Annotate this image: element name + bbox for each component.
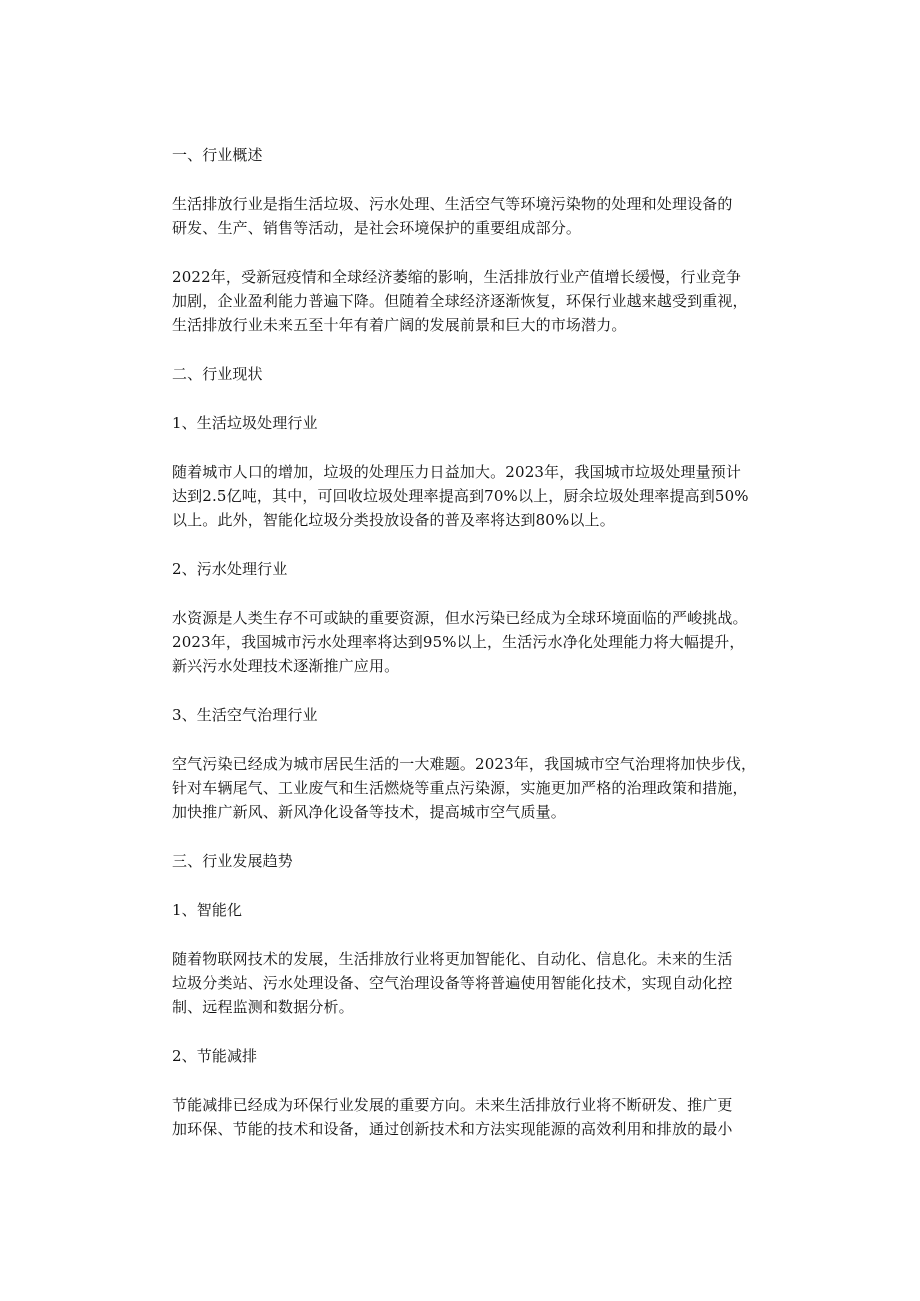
paragraph-line: 随着物联网技术的发展，生活排放行业将更加智能化、自动化、信息化。未来的生活: [172, 950, 733, 968]
paragraph-line: 空气污染已经成为城市居民生活的一大难题。2023年，我国城市空气治理将加快步伐，: [172, 755, 757, 773]
paragraph-line: 加快推广新风、新风净化设备等技术，提高城市空气质量。: [172, 803, 566, 821]
paragraph-line: 制、远程监测和数据分析。: [172, 998, 354, 1016]
paragraph-line: 2023年，我国城市污水处理率将达到95%以上，生活污水净化处理能力将大幅提升，: [172, 633, 745, 651]
paragraph-line: 垃圾分类站、污水处理设备、空气治理设备等将普遍使用智能化技术，实现自动化控: [172, 974, 733, 992]
body-paragraph: [172, 192, 757, 240]
body-paragraph: [172, 1093, 757, 1141]
paragraph-line: 水资源是人类生存不可或缺的重要资源，但水污染已经成为全球环境面临的严峻挑战。: [172, 609, 748, 627]
paragraph-line: 新兴污水处理技术逐渐推广应用。: [172, 657, 400, 675]
body-paragraph: [172, 265, 757, 337]
section-heading: 2、节能减排: [172, 1047, 258, 1065]
body-paragraph: [172, 752, 757, 824]
paragraph-line: 节能减排已经成为环保行业发展的重要方向。未来生活排放行业将不断研发、推广更: [172, 1096, 733, 1114]
paragraph-line: 生活排放行业未来五至十年有着广阔的发展前景和巨大的市场潜力。: [172, 316, 627, 334]
paragraph-line: 加环保、节能的技术和设备，通过创新技术和方法实现能源的高效利用和排放的最小: [172, 1120, 733, 1138]
section-heading: 1、智能化: [172, 901, 243, 919]
section-heading: 1、生活垃圾处理行业: [172, 414, 318, 432]
paragraph-line: 加剧，企业盈利能力普遍下降。但随着全球经济逐渐恢复，环保行业越来越受到重视，: [172, 292, 748, 310]
paragraph-line: 2022年，受新冠疫情和全球经济萎缩的影响，生活排放行业产值增长缓慢，行业竞争: [172, 268, 742, 286]
body-paragraph: [172, 606, 757, 678]
paragraph-line: 研发、生产、销售等活动，是社会环境保护的重要组成部分。: [172, 219, 582, 237]
document-body: [172, 143, 757, 1141]
paragraph-line: 以上。此外，智能化垃圾分类投放设备的普及率将达到80%以上。: [172, 511, 615, 529]
section-heading: 三、行业发展趋势: [172, 852, 293, 870]
body-paragraph: [172, 947, 757, 1019]
paragraph-line: 达到2.5亿吨，其中，可回收垃圾处理率提高到70%以上，厨余垃圾处理率提高到50%: [172, 487, 749, 505]
paragraph-line: 随着城市人口的增加，垃圾的处理压力日益加大。2023年，我国城市垃圾处理量预计: [172, 463, 742, 481]
body-paragraph: [172, 460, 757, 532]
section-heading: 3、生活空气治理行业: [172, 706, 318, 724]
section-heading: 二、行业现状: [172, 365, 263, 383]
section-heading: 一、行业概述: [172, 146, 263, 164]
paragraph-line: 针对车辆尾气、工业废气和生活燃烧等重点污染源，实施更加严格的治理政策和措施，: [172, 779, 748, 797]
paragraph-line: 生活排放行业是指生活垃圾、污水处理、生活空气等环境污染物的处理和处理设备的: [172, 195, 733, 213]
section-heading: 2、污水处理行业: [172, 560, 288, 578]
